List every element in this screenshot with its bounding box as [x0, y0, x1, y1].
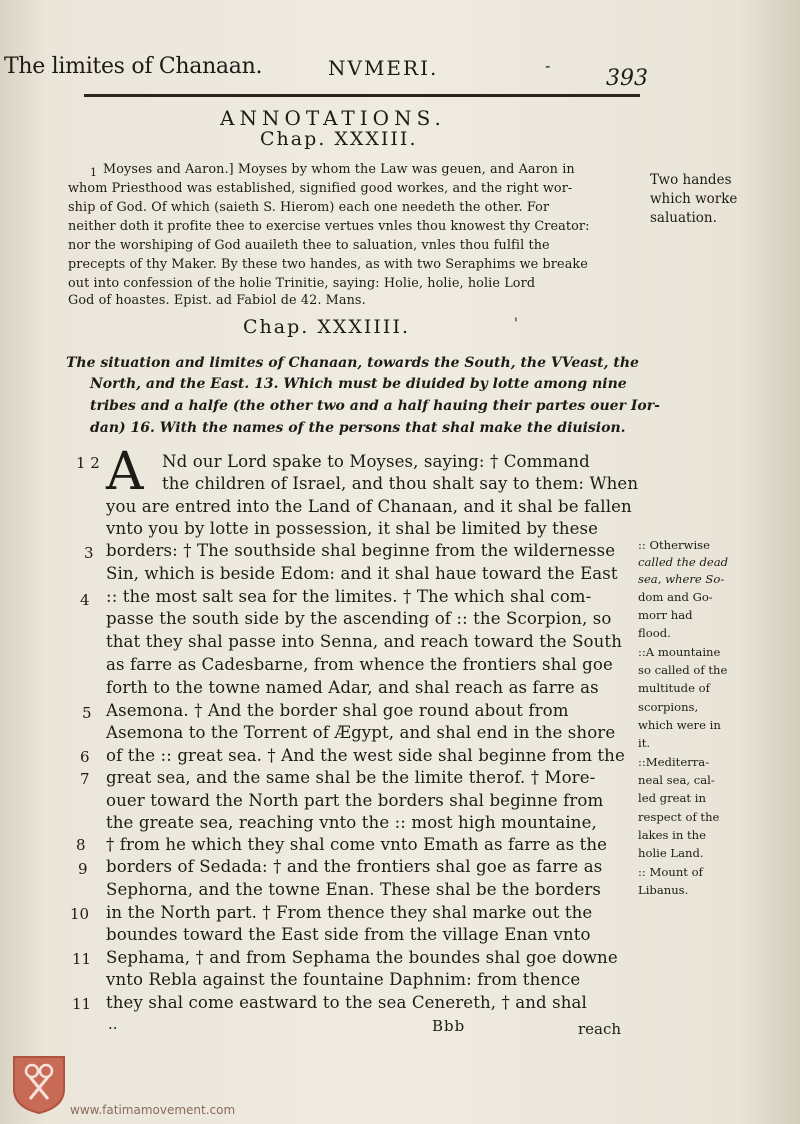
verse-number: 6 — [80, 748, 90, 766]
body-line: that they shal passe into Senna, and reach toward the South — [106, 632, 622, 651]
body-line: in the North part. † From thence they shal marke out the — [106, 903, 593, 922]
body-line: the greate sea, reaching vnto the :: most high mountaine, — [106, 813, 597, 832]
catchword: reach — [578, 1020, 622, 1038]
body-line: vnto you by lotte in possession, it shal be limited by these — [106, 519, 599, 538]
verse-number: 11 — [72, 950, 92, 968]
margin-note: so called of the — [638, 663, 728, 677]
margin-note: respect of the — [638, 810, 720, 824]
chapter-34-heading: Chap. XXXIIII. — [243, 316, 410, 338]
body-line: Sephama, † and from Sephama the boundes shal goe downe — [106, 948, 618, 967]
annotation-line: out into confession of the holie Trinitie, saying: Holie, holie, holie Lord — [68, 276, 536, 291]
verse-number: 8 — [76, 836, 86, 854]
chapter-33-heading: Chap. XXXIII. — [260, 128, 418, 150]
margin-note: sea, where So- — [638, 572, 725, 586]
watermark-logo-icon — [10, 1053, 68, 1115]
annotations-heading: ANNOTATIONS. — [220, 106, 446, 130]
body-line: Sin, which is beside Edom: and it shal haue toward the East — [106, 564, 618, 583]
body-line: vnto Rebla against the fountaine Daphnim: from thence — [106, 970, 581, 989]
margin-note: Libanus. — [638, 883, 689, 897]
body-line: forth to the towne named Adar, and shal reach as farre as — [106, 678, 599, 697]
margin-note: it. — [638, 736, 651, 750]
margin-note: ::Mediterra- — [638, 755, 710, 769]
annotation-line: nor the worshiping of God auaileth thee to saluation, vnles thou fulfil the — [68, 238, 550, 253]
verse-number: 5 — [82, 704, 92, 722]
drop-cap: A — [106, 442, 144, 502]
verse-number: 9 — [78, 860, 88, 878]
running-head-mark: - — [545, 56, 551, 75]
margin-note: :: Mount of — [638, 865, 703, 879]
chapter-summary-line: The situation and limites of Chanaan, towards the South, the VVeast, the — [66, 355, 639, 371]
margin-note: multitude of — [638, 681, 710, 695]
body-line: passe the south side by the ascending of :: the Scorpion, so — [106, 609, 612, 628]
header-rule — [84, 94, 640, 97]
body-line: borders: † The southside shal beginne from the wildernesse — [106, 541, 616, 560]
annotation-line: precepts of thy Maker. By these two handes, as with two Seraphims we breake — [68, 257, 588, 272]
body-line: Sephorna, and the towne Enan. These shal be the borders — [106, 880, 602, 899]
margin-note: lakes in the — [638, 828, 706, 842]
chapter-summary-line: North, and the East. 13. Which must be diuided by lotte among nine — [90, 376, 627, 392]
verse-number: 7 — [80, 770, 90, 788]
margin-note: Two handes — [650, 172, 732, 188]
margin-note: ::A mountaine — [638, 645, 721, 659]
watermark-url: www.fatimamovement.com — [70, 1103, 236, 1117]
margin-note: dom and Go- — [638, 590, 713, 604]
annotation-line: neither doth it profite thee to exercise vertues vnles thou knowest thy Creator: — [68, 219, 590, 234]
running-head-left: The limites of Chanaan. — [4, 54, 263, 79]
annotation-number: 1 — [90, 166, 97, 179]
verse-number: 3 — [84, 544, 94, 562]
body-line: they shal come eastward to the sea Cenereth, † and shal — [106, 993, 587, 1012]
margin-note: scorpions, — [638, 700, 699, 714]
body-line: the children of Israel, and thou shalt say to them: When — [162, 474, 639, 493]
margin-note: holie Land. — [638, 846, 704, 860]
body-line: of the :: great sea. † And the west side shal beginne from the — [106, 746, 625, 765]
footer-dots: .. — [108, 1015, 118, 1033]
annotation-line: God of hoastes. Epist. ad Fabiol de 42. Mans. — [68, 293, 366, 308]
verse-number: 11 — [72, 995, 92, 1013]
body-line: Asemona to the Torrent of Ægypt, and shal end in the shore — [106, 723, 616, 742]
margin-note: :: Otherwise — [638, 538, 710, 552]
verse-number: 4 — [80, 591, 90, 609]
body-line: ouer toward the North part the borders shal beginne from — [106, 791, 604, 810]
margin-note: neal sea, cal- — [638, 773, 715, 787]
chapter-summary-line: tribes and a halfe (the other two and a half hauing their partes ouer Ior- — [90, 398, 660, 414]
margin-note: morr had — [638, 608, 693, 622]
chapter-summary-line: dan) 16. With the names of the persons that shal make the diuision. — [90, 420, 626, 436]
body-line: Nd our Lord spake to Moyses, saying: † Command — [162, 452, 590, 471]
margin-note: called the dead — [638, 555, 729, 569]
body-line: you are entred into the Land of Chanaan, and it shal be fallen — [106, 497, 632, 516]
verse-number: 10 — [70, 905, 90, 923]
running-head-title: NVMERI. — [328, 56, 439, 80]
body-line: great sea, and the same shal be the limite therof. † More- — [106, 768, 596, 787]
body-line: † from he which they shal come vnto Emath as farre as the — [106, 835, 608, 854]
annotation-line: whom Priesthood was established, signified good workes, and the right wor- — [68, 181, 573, 196]
signature-mark: Bbb — [432, 1017, 466, 1035]
stray-mark: ' — [514, 316, 518, 332]
margin-note: saluation. — [650, 210, 717, 226]
margin-note: led great in — [638, 791, 706, 805]
annotation-line: ship of God. Of which (saieth S. Hierom) each one needeth the other. For — [68, 200, 550, 215]
body-line: borders of Sedada: † and the frontiers shal goe as farre as — [106, 857, 603, 876]
body-line: Asemona. † And the border shal goe round about from — [106, 701, 569, 720]
body-line: as farre as Cadesbarne, from whence the frontiers shal goe — [106, 655, 613, 674]
verse-number: 1 2 — [76, 454, 100, 472]
body-line: :: the most salt sea for the limites. † The which shal com- — [106, 587, 592, 606]
body-line: boundes toward the East side from the village Enan vnto — [106, 925, 591, 944]
annotation-line: Moyses and Aaron.] Moyses by whom the Law was geuen, and Aaron in — [103, 162, 575, 177]
margin-note: which worke — [650, 191, 738, 207]
margin-note: flood. — [638, 626, 671, 640]
margin-note: which were in — [638, 718, 721, 732]
page-number: 393 — [606, 66, 648, 91]
